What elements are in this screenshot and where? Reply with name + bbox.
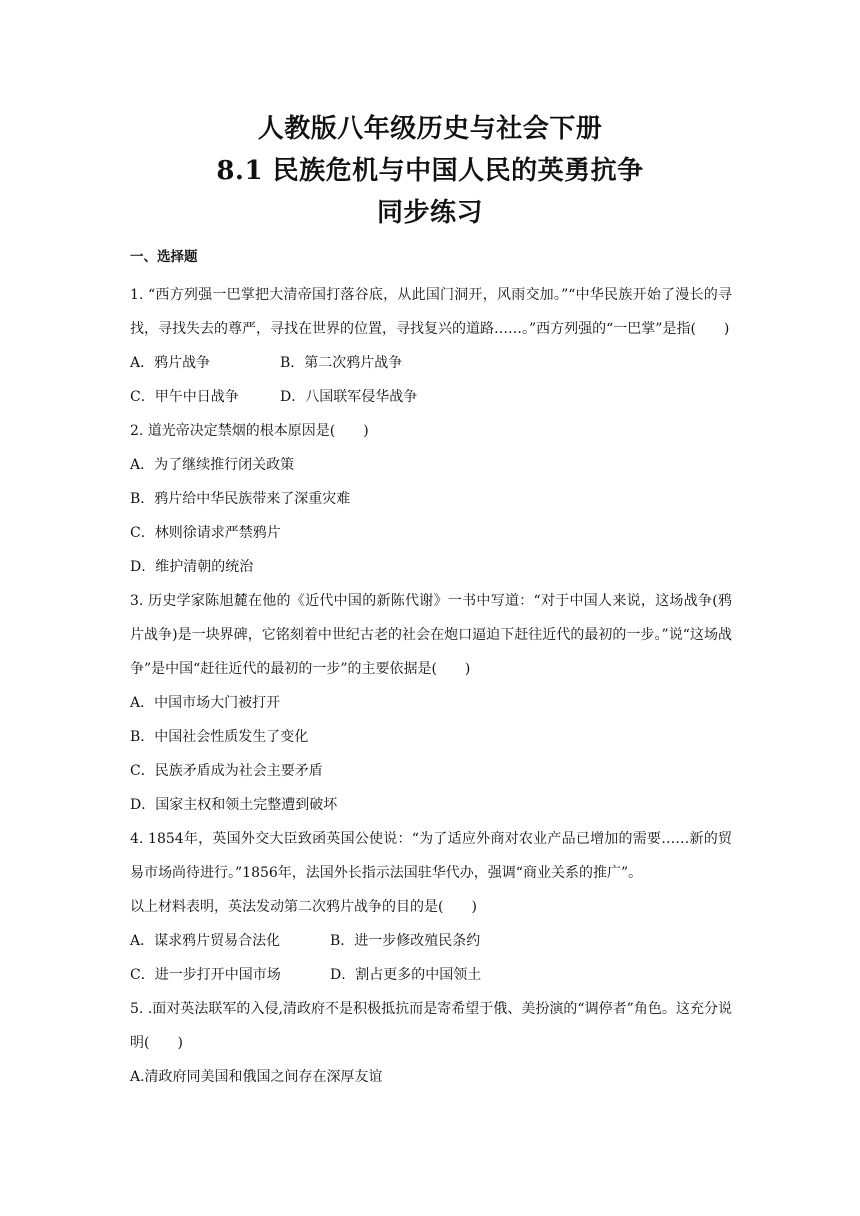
section-heading: 一、选择题: [130, 249, 198, 265]
question-list: [130, 244, 732, 1094]
question-stem: 5. .面对英法联军的入侵,清政府不是积极抵抗而是寄希望于俄、美扮演的“调停者”角色。这充分说明( ): [130, 1001, 732, 1051]
title-line-2: 8.1 民族危机与中国人民的英勇抗争: [216, 156, 644, 186]
option-b[interactable]: B．进一步修改殖民条约: [330, 933, 481, 949]
question-stem-continued: 以上材料表明，英法发动第二次鸦片战争的目的是( ): [130, 899, 477, 915]
option-b[interactable]: B．中国社会性质发生了变化: [130, 729, 309, 745]
option-a[interactable]: A.清政府同美国和俄国之间存在深厚友谊: [130, 1069, 383, 1085]
option-c[interactable]: C．民族矛盾成为社会主要矛盾: [130, 763, 323, 779]
question-stem: 3. 历史学家陈旭麓在他的《近代中国的新陈代谢》一书中写道：“对于中国人来说，这场战争(鸦片战争)是一块界碑，它铭刻着中世纪古老的社会在炮口逼迫下赶往近代的最初的一步。”说“这场战争”是中国“赶往近代的最初的一步”的主要依据是( ): [130, 593, 732, 677]
question-3: [130, 584, 732, 822]
option-row: [130, 958, 732, 992]
option-d[interactable]: D．八国联军侵华战争: [280, 389, 418, 405]
option-d[interactable]: D．国家主权和领土完整遭到破坏: [130, 797, 338, 813]
option-a[interactable]: A．谋求鸦片贸易合法化: [130, 933, 281, 949]
option-b[interactable]: B．第二次鸦片战争: [280, 355, 403, 371]
option-d[interactable]: D．割占更多的中国领土: [330, 967, 482, 983]
option-row: [130, 346, 732, 380]
option-row: [130, 380, 732, 414]
option-row: [130, 924, 732, 958]
option-a[interactable]: A．中国市场大门被打开: [130, 695, 281, 711]
question-4: [130, 822, 732, 992]
option-a[interactable]: A．为了继续推行闭关政策: [130, 457, 295, 473]
title-line-1: 人教版八年级历史与社会下册: [257, 114, 603, 144]
question-2: [130, 414, 732, 584]
document-title: [0, 108, 860, 234]
option-c[interactable]: C．进一步打开中国市场: [130, 967, 281, 983]
option-d[interactable]: D．维护清朝的统治: [130, 559, 254, 575]
question-1: [130, 278, 732, 414]
option-b[interactable]: B．鸦片给中华民族带来了深重灾难: [130, 491, 351, 507]
option-a[interactable]: A．鸦片战争: [130, 355, 211, 371]
question-stem: 2. 道光帝决定禁烟的根本原因是( ): [130, 423, 369, 439]
question-5: [130, 992, 732, 1094]
question-stem: 4. 1854年，英国外交大臣致函英国公使说：“为了适应外商对农业产品已增加的需要……新的贸易市场尚待进行。”1856年，法国外长指示法国驻华代办，强调“商业关系的推广”。: [130, 831, 732, 881]
option-c[interactable]: C．甲午中日战争: [130, 389, 239, 405]
title-line-3: 同步练习: [376, 198, 483, 228]
option-c[interactable]: C．林则徐请求严禁鸦片: [130, 525, 281, 541]
question-stem: 1. “西方列强一巴掌把大清帝国打落谷底，从此国门洞开，风雨交加。”“中华民族开始了漫长的寻找，寻找失去的尊严，寻找在世界的位置，寻找复兴的道路……。”西方列强的“一巴掌”是指( ): [130, 287, 732, 337]
